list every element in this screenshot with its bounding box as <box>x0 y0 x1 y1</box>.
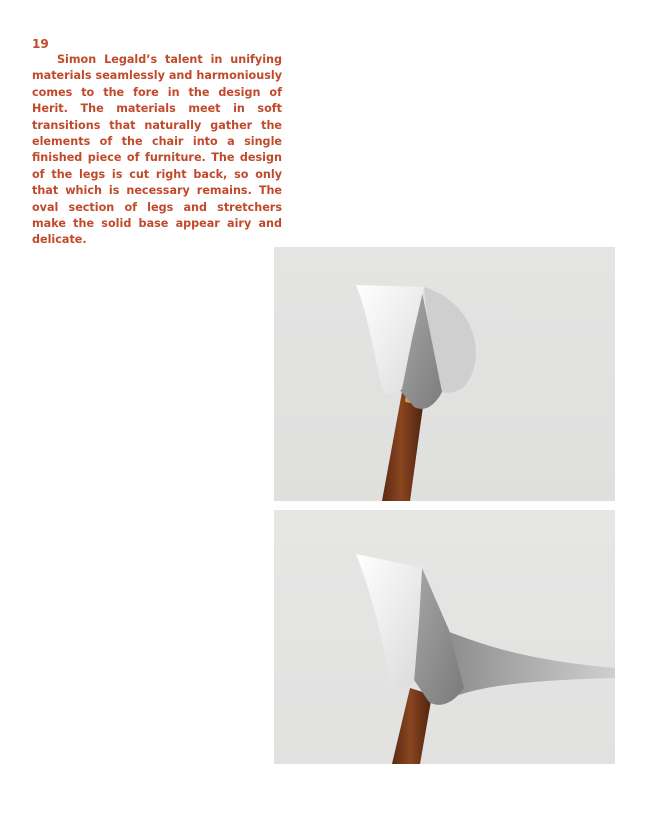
chair-leg-detail-illustration-bottom <box>274 510 615 764</box>
chair-leg-detail-photo-bottom <box>274 510 615 764</box>
white-shell <box>356 554 422 689</box>
stretcher <box>444 630 615 695</box>
chair-leg-detail-photo-top <box>274 247 615 501</box>
chair-leg-detail-illustration-top <box>274 247 615 501</box>
wood-leg <box>392 688 432 764</box>
page-number: 19 <box>32 37 49 51</box>
body-paragraph: Simon Legald’s talent in unifying materials seamlessly and harmoniously comes to the fore in the design of Herit. The materials meet in soft transitions that naturally gather the elements of the chair into a single finished piece of furniture. The design of the legs is cut right back, so only that which is necessary remains. The oval section of legs and stretchers make the solid base appear airy and delicate. <box>32 53 282 247</box>
